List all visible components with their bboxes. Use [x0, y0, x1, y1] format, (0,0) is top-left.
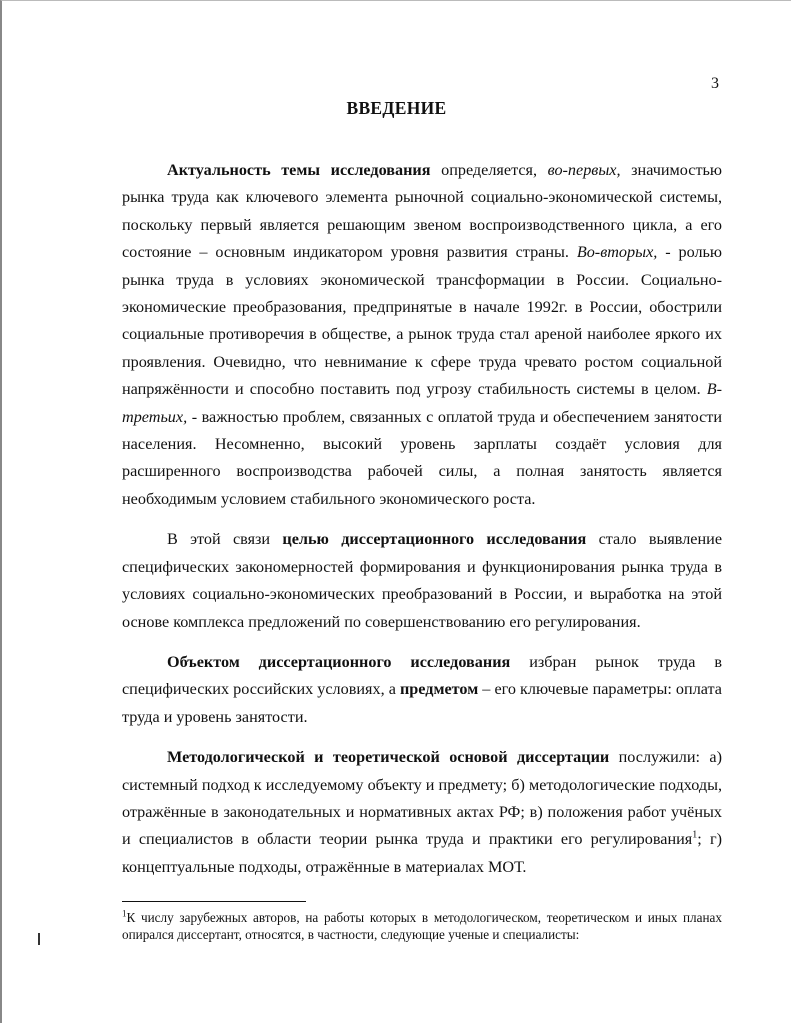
text-span: – его ключевые параметры: оплата труда и уровень занятости. — [122, 680, 722, 726]
paragraph-object — [122, 649, 722, 731]
footnote-ref[interactable]: 1 — [692, 829, 698, 841]
text-span: стало выявление специфических закономерностей формирования и функционирования рынка труда в условиях социально-экономических преобразований в России, и выработка на этой основе комплекса предложений по совершенствованию его регулирования. — [122, 530, 723, 631]
scan-artifact — [38, 933, 40, 945]
text-span: значимостью рынка труда как ключевого элемента рыночной социально-экономической системы, поскольку первый является решающим звеном воспроизводственного цикла, а его состояние – основным индикатором уровня развития страны. — [122, 161, 723, 262]
text-span: определяется, — [430, 161, 548, 179]
text-span: В этой связи — [167, 530, 283, 549]
page-number: 3 — [711, 75, 719, 92]
footnote-number: 1 — [122, 908, 127, 919]
text-span: - важностью проблем, связанных с оплатой труда и обеспечением занятости населения. Несомненно, высокий уровень зарплаты создаёт условия для расширенного воспроизводства рабочей силы, а полная занятость является необходимым условием стабильного экономического роста. — [122, 407, 722, 508]
footnote — [122, 909, 722, 943]
body-text — [122, 157, 722, 881]
paragraph-goal — [122, 526, 722, 636]
goal-term: целью диссертационного исследования — [282, 530, 587, 549]
text-span: ; г) концептуальные подходы, отражённые в материалах МОТ. — [122, 830, 722, 876]
footnote-text: К числу зарубежных авторов, на работы которых в методологическом, теоретическом и иных планах опирался диссертант, относятся, в частности, следующие ученые и специалисты: — [122, 910, 722, 942]
third-marker: В-третьих, — [122, 380, 722, 426]
text-span: - ролью рынка труда в условиях экономической трансформации в России. Социально-экономические преобразования, предпринятые в начале 1992г. в России, обострили социальные противоречия в обществе, а рынок труда стал ареной наиболее яркого их проявления. Очевидно, что невнимание к сфере труда чревато ростом социальной напряжённости и способно поставить под угрозу стабильность системы в целом. — [122, 243, 722, 399]
subject-term: предметом — [399, 680, 479, 699]
paragraph-relevance — [122, 157, 722, 513]
section-heading: ВВЕДЕНИЕ — [346, 98, 447, 118]
first-marker: во-первых, — [547, 161, 621, 179]
text-span: послужили: а) системный подход к исследуемому объекту и предмету; б) методологические подходы, отражённые в законодательных и нормативных актах РФ; в) положения работ учёных и специалистов в области теории рынка труда и практики его регулирования — [122, 748, 722, 849]
text-span: избран рынок труда в специфических российских условиях, а — [122, 652, 722, 699]
methodology-term: Методологической и теоретической основой диссертации — [167, 748, 610, 767]
second-marker: Во-вторых, — [576, 243, 658, 262]
object-term: Объектом диссертационного исследования — [167, 652, 511, 671]
footnote-divider — [122, 901, 306, 902]
paragraph-methodology — [122, 744, 722, 881]
relevance-lead: Актуальность темы исследования — [167, 161, 431, 179]
